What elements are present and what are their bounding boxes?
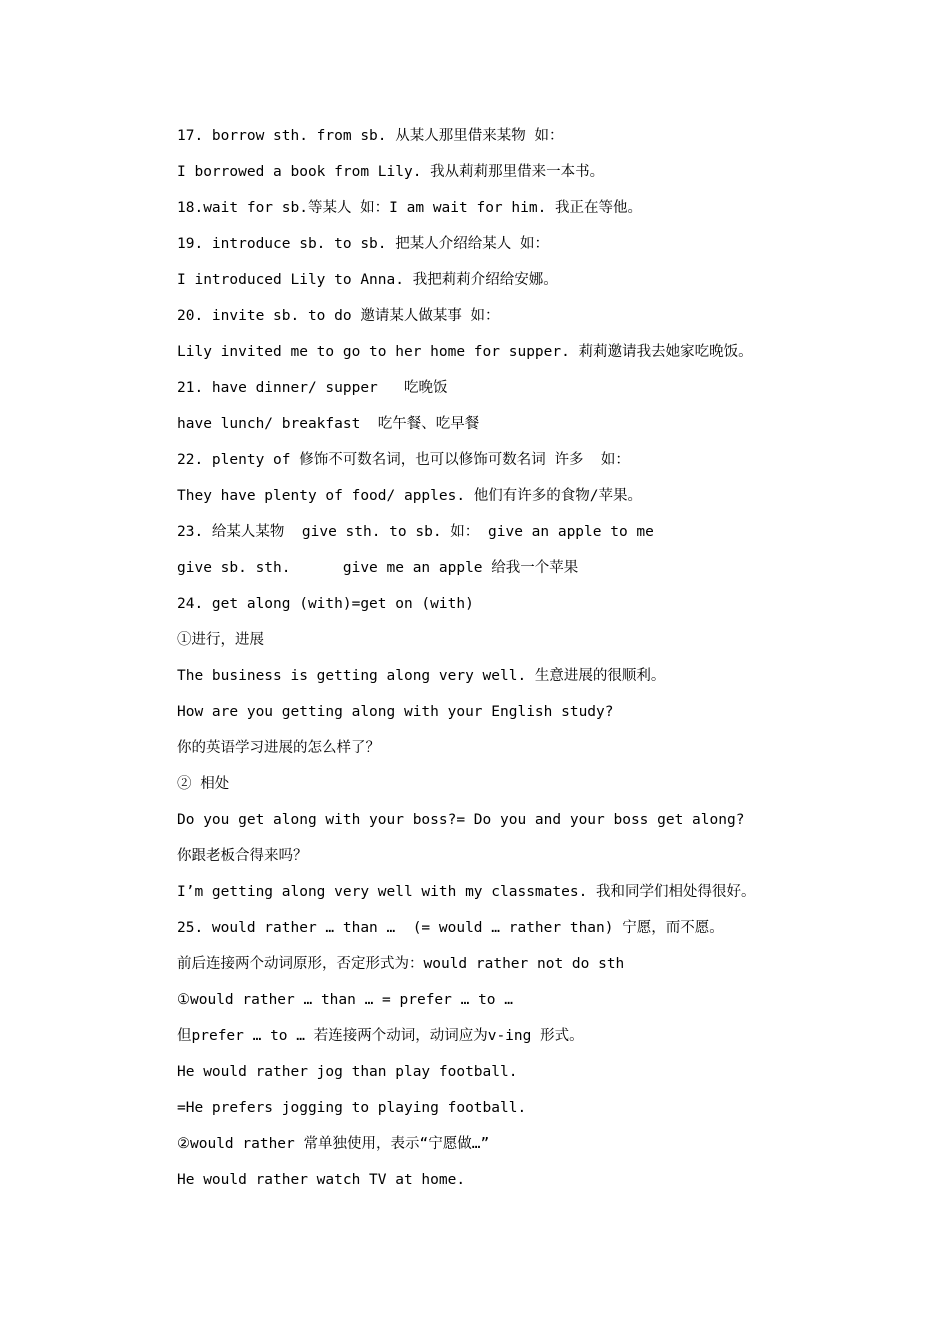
text-line-23-give: 23. 给某人某物 give sth. to sb. 如： give an apple to me bbox=[177, 524, 654, 540]
text-line-24-get-along: 24. get along (with)=get on (with) bbox=[177, 596, 474, 612]
text-line-watch-tv-example: He would rather watch TV at home. bbox=[177, 1172, 466, 1188]
text-line-boss-question: Do you get along with your boss?= Do you and your boss get along? bbox=[177, 812, 745, 828]
text-line-prefer-equivalence: ①would rather … than … = prefer … to … bbox=[177, 992, 513, 1008]
text-line-borrow-example: I borrowed a book from Lily. 我从莉莉那里借来一本书。 bbox=[177, 164, 605, 180]
text-line-english-study-translation: 你的英语学习进展的怎么样了？ bbox=[177, 740, 380, 756]
text-line-invite-example: Lily invited me to go to her home for supper. 莉莉邀请我去她家吃晚饭。 bbox=[177, 344, 753, 360]
text-line-18-wait: 18.wait for sb.等某人 如：I am wait for him. 我正在等他。 bbox=[177, 200, 643, 216]
text-line-17-borrow: 17. borrow sth. from sb. 从某人那里借来某物 如： bbox=[177, 128, 564, 144]
text-line-25-would-rather: 25. would rather … than … (= would … rather than) 宁愿，而不愿。 bbox=[177, 920, 724, 936]
text-line-lunch-breakfast: have lunch/ breakfast 吃午餐、吃早餐 bbox=[177, 416, 480, 432]
text-line-21-dinner: 21. have dinner/ supper 吃晚饭 bbox=[177, 380, 448, 396]
text-line-jog-example: He would rather jog than play football. bbox=[177, 1064, 518, 1080]
text-line-business-example: The business is getting along very well. 生意进展的很顺利。 bbox=[177, 668, 666, 684]
text-line-19-introduce: 19. introduce sb. to sb. 把某人介绍给某人 如： bbox=[177, 236, 549, 252]
text-line-prefer-ving-note: 但prefer … to … 若连接两个动词，动词应为v-ing 形式。 bbox=[177, 1028, 584, 1044]
text-line-22-plenty: 22. plenty of 修饰不可数名词，也可以修饰可数名词 许多 如： bbox=[177, 452, 630, 468]
text-line-english-study-question: How are you getting along with your English study? bbox=[177, 704, 614, 720]
text-line-classmates-example: I’m getting along very well with my classmates. 我和同学们相处得很好。 bbox=[177, 884, 756, 900]
text-line-boss-translation: 你跟老板合得来吗？ bbox=[177, 848, 308, 864]
text-line-give-example: give sb. sth. give me an apple 给我一个苹果 bbox=[177, 560, 579, 576]
text-line-introduce-example: I introduced Lily to Anna. 我把莉莉介绍给安娜。 bbox=[177, 272, 558, 288]
document-body bbox=[177, 124, 897, 1204]
text-line-meaning-progress: ①进行，进展 bbox=[177, 632, 264, 648]
text-line-20-invite: 20. invite sb. to do 邀请某人做某事 如： bbox=[177, 308, 500, 324]
text-line-prefers-jogging-example: =He prefers jogging to playing football. bbox=[177, 1100, 527, 1116]
text-line-plenty-example: They have plenty of food/ apples. 他们有许多的食物/苹果。 bbox=[177, 488, 643, 504]
text-line-meaning-get-along: ② 相处 bbox=[177, 776, 230, 792]
text-line-negative-form: 前后连接两个动词原形，否定形式为：would rather not do sth bbox=[177, 956, 625, 972]
text-line-would-rather-alone: ②would rather 常单独使用，表示“宁愿做…” bbox=[177, 1136, 490, 1152]
